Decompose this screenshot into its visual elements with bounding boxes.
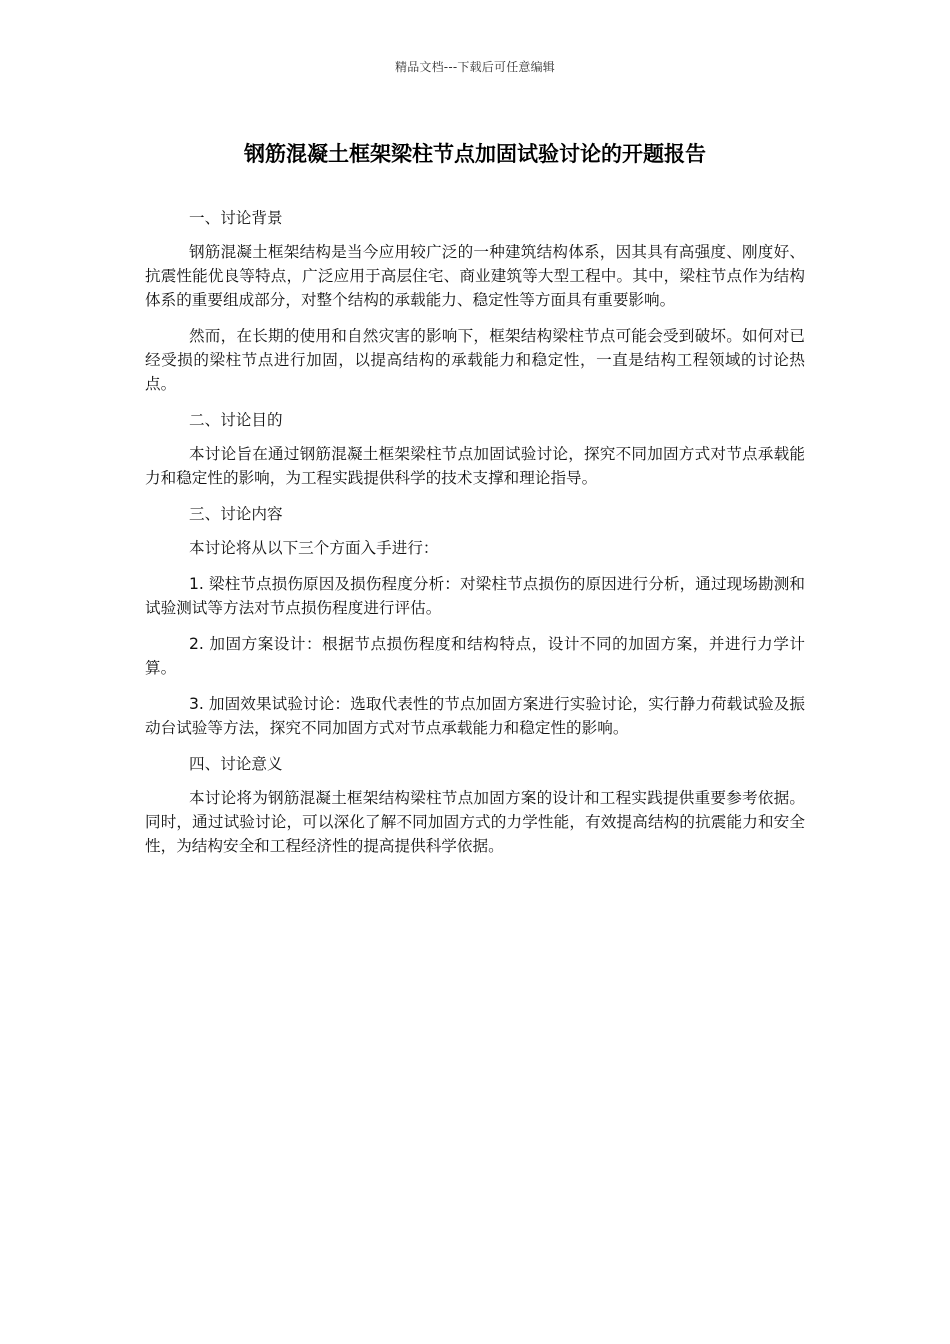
document-title: 钢筋混凝土框架梁柱节点加固试验讨论的开题报告: [244, 142, 706, 166]
list-item-content-2: 2. 加固方案设计：根据节点损伤程度和结构特点，设计不同的加固方案，并进行力学计算。: [145, 635, 805, 677]
paragraph-significance-1: 本讨论将为钢筋混凝土框架结构梁柱节点加固方案的设计和工程实践提供重要参考依据。同时，通过试验讨论，可以深化了解不同加固方式的力学性能，有效提高结构的抗震能力和安全性，为结构安全和工程经济性的提高提供科学依据。: [145, 789, 805, 855]
paragraph-background-1: 钢筋混凝土框架结构是当今应用较广泛的一种建筑结构体系，因其具有高强度、刚度好、抗震性能优良等特点，广泛应用于高层住宅、商业建筑等大型工程中。其中，梁柱节点作为结构体系的重要组成部分，对整个结构的承载能力、稳定性等方面具有重要影响。: [145, 243, 805, 309]
section-heading-significance: 四、讨论意义: [189, 755, 283, 773]
document-body: [145, 206, 805, 870]
section-heading-background: 一、讨论背景: [189, 209, 283, 227]
section-heading-purpose: 二、讨论目的: [189, 411, 283, 429]
list-item-content-1: 1. 梁柱节点损伤原因及损伤程度分析：对梁柱节点损伤的原因进行分析，通过现场勘测和试验测试等方法对节点损伤程度进行评估。: [145, 575, 805, 617]
paragraph-purpose-1: 本讨论旨在通过钢筋混凝土框架梁柱节点加固试验讨论，探究不同加固方式对节点承载能力和稳定性的影响，为工程实践提供科学的技术支撑和理论指导。: [145, 445, 805, 487]
header-note: 精品文档---下载后可任意编辑: [395, 60, 555, 74]
paragraph-content-intro: 本讨论将从以下三个方面入手进行：: [189, 539, 439, 557]
section-heading-content: 三、讨论内容: [189, 505, 283, 523]
list-item-content-3: 3. 加固效果试验讨论：选取代表性的节点加固方案进行实验讨论，实行静力荷载试验及振动台试验等方法，探究不同加固方式对节点承载能力和稳定性的影响。: [145, 695, 805, 737]
paragraph-background-2: 然而，在长期的使用和自然灾害的影响下，框架结构梁柱节点可能会受到破坏。如何对已经受损的梁柱节点进行加固，以提高结构的承载能力和稳定性，一直是结构工程领域的讨论热点。: [145, 327, 805, 393]
